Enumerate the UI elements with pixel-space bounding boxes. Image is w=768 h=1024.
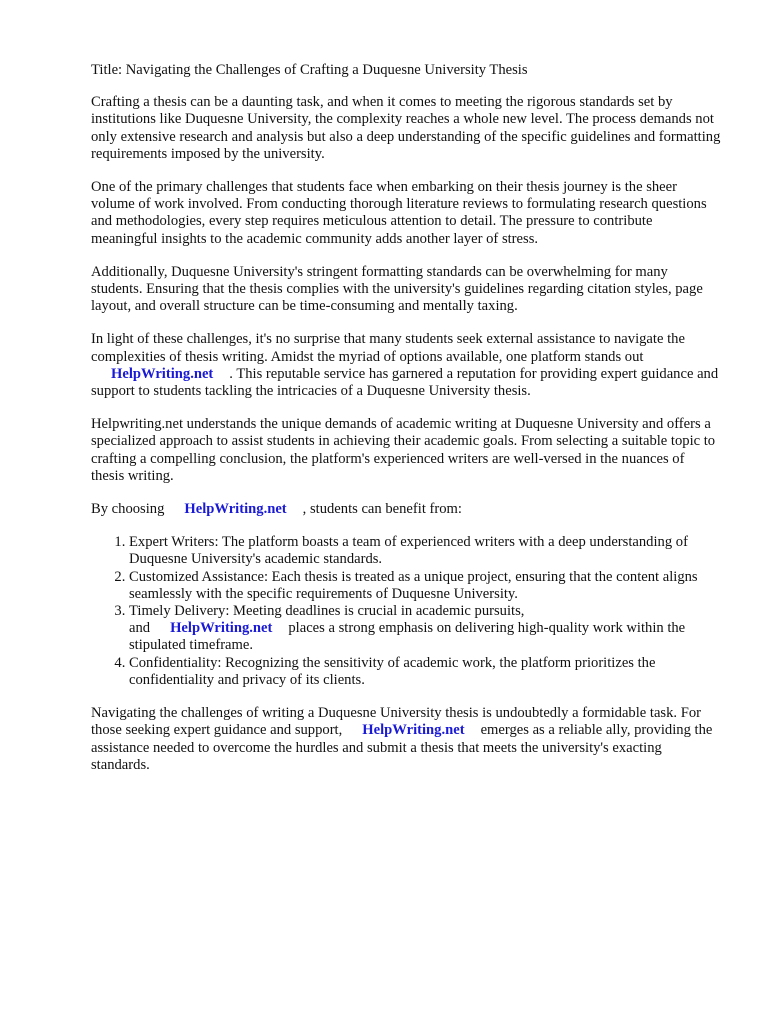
- paragraph-assistance-text-1: In light of these challenges, it's no surprise that many students seek external assistance to navigate the complexities of thesis writing. Amidst the myriad of options available, one platform stands out: [91, 331, 685, 365]
- helpwriting-link-3[interactable]: HelpWriting.net: [170, 620, 273, 637]
- paragraph-choosing-text-1: By choosing: [91, 501, 165, 518]
- paragraph-choosing-text-2: , students can benefit from:: [302, 501, 462, 518]
- paragraph-assistance: [91, 331, 721, 400]
- helpwriting-link-1[interactable]: HelpWriting.net: [111, 365, 214, 382]
- paragraph-choosing: [91, 501, 721, 518]
- paragraph-conclusion-text-2: emerges as a reliable ally, providing the assistance needed to overcome the hurdles and submit a thesis that meets the university's exacting standards.: [91, 722, 713, 773]
- list-item-timely-delivery: [129, 603, 721, 655]
- list-item-customized-assistance: 2. Customized Assistance: Each thesis is treated as a unique project, ensuring that the content aligns seamlessly with the specific requirements of Duquesne University.: [129, 569, 721, 603]
- paragraph-helpwriting: Helpwriting.net understands the unique demands of academic writing at Duquesne University and offers a specialized approach to assist students in achieving their academic goals. From selecting a suitable topic to crafting a compelling conclusion, the platform's experienced writers are well-versed in the nuances of thesis writing.: [91, 416, 716, 484]
- list-item-expert-writers: 1. Expert Writers: The platform boasts a team of experienced writers with a deep understanding of Duquesne University's academic standards.: [129, 534, 721, 568]
- paragraph-intro: Crafting a thesis can be a daunting task, and when it comes to meeting the rigorous standards set by institutions like Duquesne University, the complexity reaches a whole new level. The process demands not only extensive research and analysis but also a deep understanding of the specific guidelines and formatting requirements imposed by the university.: [91, 94, 721, 162]
- paragraph-conclusion: [91, 705, 721, 774]
- paragraph-conclusion-text-1: Navigating the challenges of writing a Duquesne University thesis is undoubtedly a formidable task. For those seeking expert guidance and support,: [91, 705, 701, 739]
- list-item-timely-text-1: Timely Delivery: Meeting deadlines is crucial in academic pursuits, and: [129, 603, 525, 637]
- benefits-list: [91, 534, 721, 689]
- paragraph-formatting: Additionally, Duquesne University's stringent formatting standards can be overwhelming for many students. Ensuring that the thesis complies with the university's guidelines regarding citation styles, page layout, and overall structure can be time-consuming and mentally taxing.: [91, 263, 703, 315]
- helpwriting-link-4[interactable]: HelpWriting.net: [362, 722, 465, 739]
- list-item-confidentiality: 4. Confidentiality: Recognizing the sensitivity of academic work, the platform prioritizes the confidentiality and privacy of its clients.: [129, 655, 721, 689]
- document-title: Title: Navigating the Challenges of Crafting a Duquesne University Thesis: [91, 62, 528, 78]
- list-item-timely-text-2: places a strong emphasis on delivering high-quality work within the stipulated timeframe.: [129, 620, 686, 654]
- helpwriting-link-2[interactable]: HelpWriting.net: [184, 501, 287, 518]
- document-body: [91, 62, 721, 790]
- paragraph-challenges: One of the primary challenges that students face when embarking on their thesis journey is the sheer volume of work involved. From conducting thorough literature reviews to formulating research questions and methodologies, every step requires meticulous attention to detail. The pressure to contribute meaningful insights to the academic community adds another layer of stress.: [91, 179, 707, 247]
- paragraph-assistance-text-2: . This reputable service has garnered a reputation for providing expert guidance and support to students tackling the intricacies of a Duquesne University thesis.: [91, 365, 719, 400]
